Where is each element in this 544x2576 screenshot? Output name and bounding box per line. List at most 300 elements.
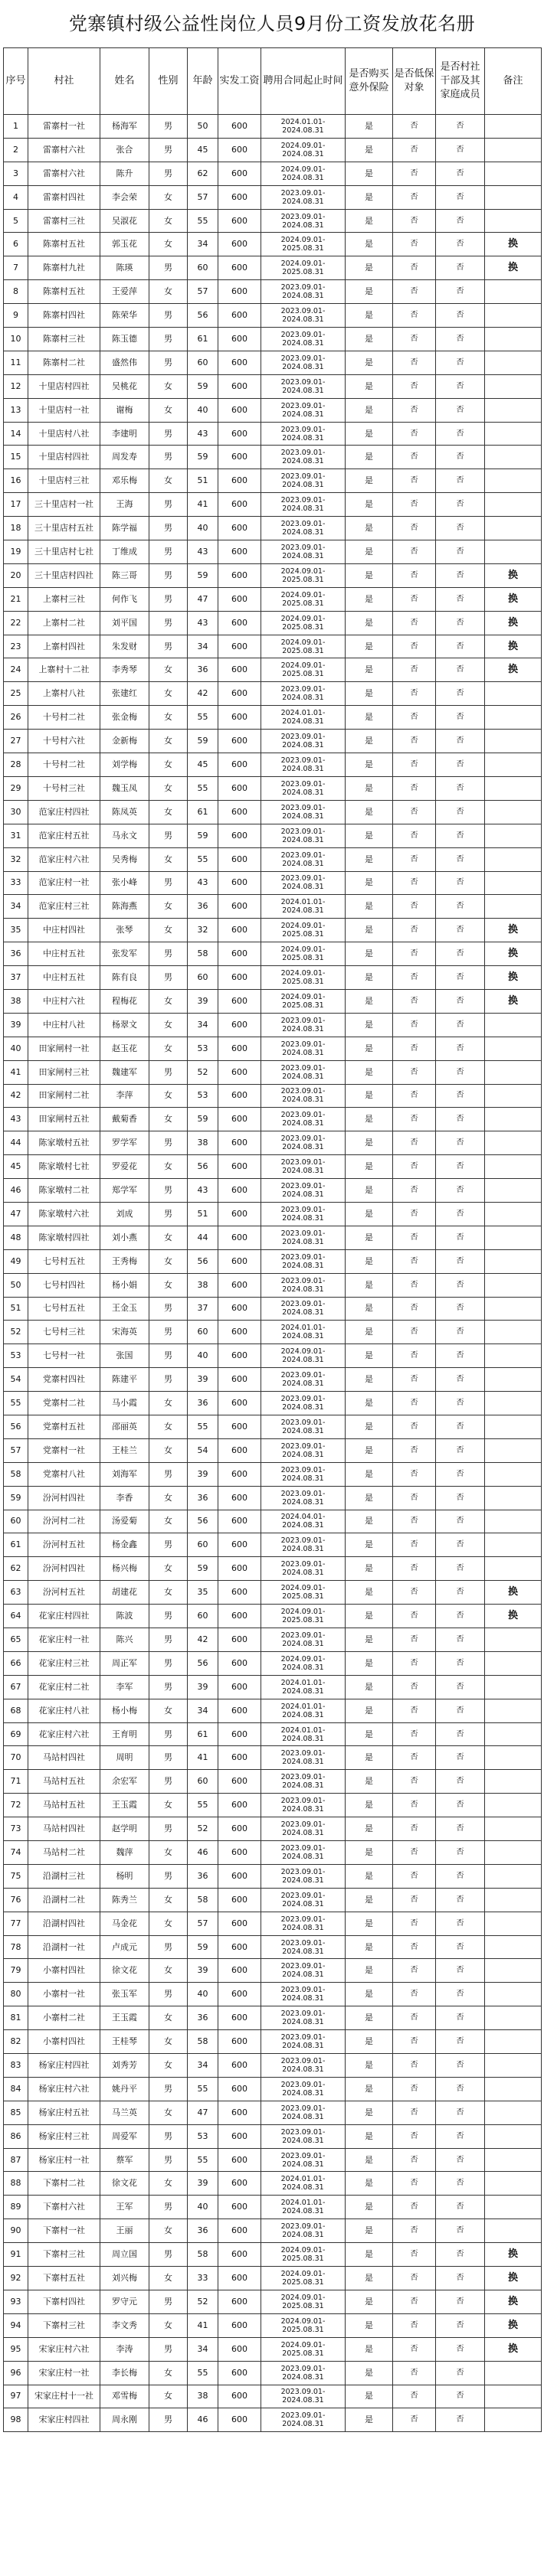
cell-wage: 600: [218, 2267, 261, 2290]
cell-insurance: 是: [346, 1794, 393, 1817]
cell-wage: 600: [218, 776, 261, 800]
cell-cadre-family: 否: [436, 800, 485, 824]
cell-index: 86: [4, 2124, 28, 2148]
cell-note: [485, 706, 542, 730]
cell-index: 33: [4, 871, 28, 895]
cell-sex: 男: [149, 1344, 188, 1368]
cell-index: 36: [4, 942, 28, 966]
cell-note: [485, 1651, 542, 1675]
cell-index: 95: [4, 2337, 28, 2361]
cell-age: 47: [188, 587, 218, 611]
cell-contract-period: 2024.09.01-2025.08.31: [261, 233, 346, 256]
cell-village: 陈寨村五社: [28, 280, 100, 304]
cell-cadre-family: 否: [436, 658, 485, 682]
cell-cadre-family: 否: [436, 1131, 485, 1155]
table-row: [4, 233, 542, 256]
cell-sex: 女: [149, 1888, 188, 1912]
cell-sex: 女: [149, 919, 188, 942]
cell-sex: 女: [149, 1037, 188, 1060]
cell-index: 14: [4, 422, 28, 446]
cell-age: 43: [188, 540, 218, 564]
cell-village: 下寨村三社: [28, 2313, 100, 2337]
cell-cadre-family: 否: [436, 1628, 485, 1652]
cell-cadre-family: 否: [436, 966, 485, 990]
cell-insurance: 是: [346, 2290, 393, 2313]
cell-low-income: 否: [393, 611, 436, 635]
cell-contract-period: 2023.09.01-2024.08.31: [261, 351, 346, 374]
cell-contract-period: 2023.09.01-2024.08.31: [261, 2148, 346, 2172]
cell-village: 汾河村四社: [28, 1486, 100, 1510]
cell-note: [485, 1675, 542, 1699]
cell-name: 王玉霞: [100, 1794, 149, 1817]
cell-note: [485, 1179, 542, 1203]
cell-sex: 男: [149, 446, 188, 469]
cell-sex: 男: [149, 2290, 188, 2313]
cell-contract-period: 2023.09.01-2024.08.31: [261, 1983, 346, 2006]
cell-name: 戴菊香: [100, 1108, 149, 1131]
cell-name: 罗爱花: [100, 1155, 149, 1179]
cell-age: 59: [188, 824, 218, 847]
cell-wage: 600: [218, 942, 261, 966]
cell-wage: 600: [218, 138, 261, 162]
cell-sex: 男: [149, 587, 188, 611]
cell-insurance: 是: [346, 1841, 393, 1865]
cell-name: 张玉军: [100, 1983, 149, 2006]
cell-note: [485, 1912, 542, 1935]
cell-low-income: 否: [393, 1297, 436, 1321]
cell-sex: 男: [149, 611, 188, 635]
cell-cadre-family: 否: [436, 1415, 485, 1438]
cell-sex: 男: [149, 563, 188, 587]
cell-index: 3: [4, 162, 28, 185]
cell-insurance: 是: [346, 2030, 393, 2054]
cell-name: 陈玉德: [100, 328, 149, 351]
cell-index: 94: [4, 2313, 28, 2337]
cell-wage: 600: [218, 1297, 261, 1321]
cell-wage: 600: [218, 2337, 261, 2361]
cell-age: 43: [188, 422, 218, 446]
cell-village: 三十里店村四社: [28, 563, 100, 587]
cell-index: 91: [4, 2243, 28, 2267]
cell-name: 杨海军: [100, 115, 149, 139]
cell-sex: 男: [149, 2408, 188, 2432]
cell-sex: 男: [149, 1605, 188, 1628]
cell-sex: 女: [149, 2030, 188, 2054]
cell-sex: 男: [149, 256, 188, 280]
cell-index: 56: [4, 1415, 28, 1438]
cell-age: 58: [188, 2243, 218, 2267]
cell-village: 七号村五社: [28, 1249, 100, 1273]
cell-cadre-family: 否: [436, 1084, 485, 1108]
cell-village: 范家庄村三社: [28, 895, 100, 919]
cell-index: 73: [4, 1817, 28, 1841]
cell-insurance: 是: [346, 919, 393, 942]
cell-age: 58: [188, 942, 218, 966]
cell-sex: 男: [149, 2196, 188, 2219]
cell-wage: 600: [218, 304, 261, 328]
cell-age: 59: [188, 563, 218, 587]
cell-age: 40: [188, 1344, 218, 1368]
cell-wage: 600: [218, 1581, 261, 1605]
cell-insurance: 是: [346, 2337, 393, 2361]
cell-age: 40: [188, 517, 218, 540]
cell-index: 8: [4, 280, 28, 304]
table-row: [4, 2196, 542, 2219]
cell-sex: 女: [149, 1794, 188, 1817]
cell-cadre-family: 否: [436, 1651, 485, 1675]
cell-note: [485, 115, 542, 139]
cell-name: 周发寿: [100, 446, 149, 469]
cell-index: 47: [4, 1202, 28, 1226]
cell-low-income: 否: [393, 1817, 436, 1841]
cell-sex: 男: [149, 351, 188, 374]
cell-sex: 女: [149, 800, 188, 824]
table-row: [4, 895, 542, 919]
cell-village: 陈寨村五社: [28, 233, 100, 256]
cell-sex: 男: [149, 328, 188, 351]
cell-index: 69: [4, 1722, 28, 1746]
cell-insurance: 是: [346, 185, 393, 209]
cell-insurance: 是: [346, 1864, 393, 1888]
cell-low-income: 否: [393, 280, 436, 304]
cell-cadre-family: 否: [436, 256, 485, 280]
cell-note: [485, 469, 542, 493]
cell-cadre-family: 否: [436, 1344, 485, 1368]
cell-name: 邓乐梅: [100, 469, 149, 493]
cell-age: 36: [188, 1392, 218, 1415]
cell-note: 换: [485, 233, 542, 256]
cell-contract-period: 2023.09.01-2024.08.31: [261, 469, 346, 493]
cell-sex: 女: [149, 706, 188, 730]
cell-note: [485, 1297, 542, 1321]
table-row: [4, 1912, 542, 1935]
cell-contract-period: 2023.09.01-2024.08.31: [261, 1557, 346, 1581]
cell-contract-period: 2024.09.01-2025.08.31: [261, 1605, 346, 1628]
cell-wage: 600: [218, 1912, 261, 1935]
cell-cadre-family: 否: [436, 398, 485, 422]
cell-wage: 600: [218, 1202, 261, 1226]
cell-insurance: 是: [346, 374, 393, 398]
cell-sex: 男: [149, 1817, 188, 1841]
cell-name: 吴淑花: [100, 209, 149, 233]
cell-name: 胡建花: [100, 1581, 149, 1605]
cell-contract-period: 2023.09.01-2024.08.31: [261, 1888, 346, 1912]
cell-sex: 女: [149, 1249, 188, 1273]
cell-low-income: 否: [393, 1249, 436, 1273]
table-row: [4, 1249, 542, 1273]
cell-age: 60: [188, 1770, 218, 1794]
header-low-income: 是否低保对象: [393, 48, 436, 115]
cell-insurance: 是: [346, 871, 393, 895]
cell-contract-period: 2023.09.01-2024.08.31: [261, 1841, 346, 1865]
cell-wage: 600: [218, 540, 261, 564]
table-row: [4, 1533, 542, 1557]
cell-insurance: 是: [346, 1722, 393, 1746]
cell-index: 80: [4, 1983, 28, 2006]
cell-name: 刘兴梅: [100, 2267, 149, 2290]
cell-age: 34: [188, 1699, 218, 1722]
cell-name: 程梅花: [100, 989, 149, 1013]
table-row: [4, 824, 542, 847]
cell-cadre-family: 否: [436, 138, 485, 162]
cell-village: 小寨村二社: [28, 2006, 100, 2030]
cell-contract-period: 2024.09.01-2025.08.31: [261, 2243, 346, 2267]
table-row: [4, 2361, 542, 2385]
cell-index: 70: [4, 1746, 28, 1770]
cell-village: 花家庄村二社: [28, 1675, 100, 1699]
cell-index: 42: [4, 1084, 28, 1108]
cell-village: 汾河村五社: [28, 1533, 100, 1557]
table-row: [4, 1344, 542, 1368]
cell-low-income: 否: [393, 1013, 436, 1037]
table-row: [4, 611, 542, 635]
cell-contract-period: 2024.09.01-2024.08.31: [261, 138, 346, 162]
cell-wage: 600: [218, 1841, 261, 1865]
cell-index: 35: [4, 919, 28, 942]
cell-insurance: 是: [346, 730, 393, 753]
cell-sex: 男: [149, 162, 188, 185]
cell-age: 51: [188, 1202, 218, 1226]
cell-index: 7: [4, 256, 28, 280]
cell-low-income: 否: [393, 469, 436, 493]
cell-insurance: 是: [346, 1155, 393, 1179]
cell-sex: 女: [149, 1155, 188, 1179]
cell-note: [485, 1959, 542, 1983]
cell-name: 卢成元: [100, 1935, 149, 1959]
cell-low-income: 否: [393, 1392, 436, 1415]
cell-cadre-family: 否: [436, 776, 485, 800]
cell-wage: 600: [218, 469, 261, 493]
cell-cadre-family: 否: [436, 989, 485, 1013]
cell-note: [485, 2196, 542, 2219]
cell-age: 36: [188, 1486, 218, 1510]
cell-wage: 600: [218, 1438, 261, 1462]
cell-low-income: 否: [393, 1344, 436, 1368]
cell-name: 张小峰: [100, 871, 149, 895]
cell-sex: 男: [149, 1770, 188, 1794]
cell-cadre-family: 否: [436, 493, 485, 517]
cell-wage: 600: [218, 2054, 261, 2078]
cell-wage: 600: [218, 398, 261, 422]
cell-note: [485, 1249, 542, 1273]
cell-insurance: 是: [346, 209, 393, 233]
cell-wage: 600: [218, 1935, 261, 1959]
table-row: [4, 1297, 542, 1321]
cell-contract-period: 2023.09.01-2024.08.31: [261, 1226, 346, 1249]
cell-cadre-family: 否: [436, 2196, 485, 2219]
cell-age: 34: [188, 635, 218, 658]
cell-village: 马站村五社: [28, 1794, 100, 1817]
cell-contract-period: 2023.09.01-2024.08.31: [261, 1438, 346, 1462]
cell-insurance: 是: [346, 304, 393, 328]
cell-low-income: 否: [393, 800, 436, 824]
cell-wage: 600: [218, 422, 261, 446]
table-row: [4, 2313, 542, 2337]
cell-contract-period: 2024.01.01-2024.08.31: [261, 1699, 346, 1722]
cell-sex: 男: [149, 1983, 188, 2006]
cell-age: 50: [188, 115, 218, 139]
cell-contract-period: 2023.09.01-2024.08.31: [261, 1037, 346, 1060]
cell-low-income: 否: [393, 2101, 436, 2124]
table-row: [4, 919, 542, 942]
cell-name: 马兰英: [100, 2101, 149, 2124]
cell-wage: 600: [218, 2290, 261, 2313]
cell-wage: 600: [218, 1486, 261, 1510]
table-row: [4, 469, 542, 493]
cell-name: 杨小梅: [100, 1699, 149, 1722]
table-row: [4, 2267, 542, 2290]
cell-wage: 600: [218, 1060, 261, 1084]
cell-contract-period: 2024.01.01-2024.08.31: [261, 1321, 346, 1344]
cell-contract-period: 2023.09.01-2024.08.31: [261, 1486, 346, 1510]
cell-age: 39: [188, 2172, 218, 2196]
cell-insurance: 是: [346, 587, 393, 611]
table-row: [4, 138, 542, 162]
cell-low-income: 否: [393, 1533, 436, 1557]
cell-insurance: 是: [346, 1651, 393, 1675]
cell-name: 陈建平: [100, 1368, 149, 1392]
cell-village: 下寨村一社: [28, 2219, 100, 2243]
cell-index: 82: [4, 2030, 28, 2054]
cell-note: [485, 1794, 542, 1817]
cell-insurance: 是: [346, 422, 393, 446]
cell-insurance: 是: [346, 1179, 393, 1203]
cell-sex: 女: [149, 2006, 188, 2030]
table-row: [4, 1864, 542, 1888]
cell-index: 52: [4, 1321, 28, 1344]
cell-low-income: 否: [393, 847, 436, 871]
cell-sex: 女: [149, 469, 188, 493]
cell-note: [485, 776, 542, 800]
cell-age: 34: [188, 1013, 218, 1037]
cell-sex: 女: [149, 398, 188, 422]
cell-age: 40: [188, 2196, 218, 2219]
cell-age: 52: [188, 1817, 218, 1841]
cell-low-income: 否: [393, 871, 436, 895]
cell-insurance: 是: [346, 1060, 393, 1084]
header-age: 年龄: [188, 48, 218, 115]
cell-age: 36: [188, 2006, 218, 2030]
cell-insurance: 是: [346, 1888, 393, 1912]
cell-insurance: 是: [346, 611, 393, 635]
cell-name: 杨兴梅: [100, 1557, 149, 1581]
cell-low-income: 否: [393, 138, 436, 162]
cell-sex: 女: [149, 1415, 188, 1438]
cell-low-income: 否: [393, 1084, 436, 1108]
cell-contract-period: 2023.09.01-2024.08.31: [261, 1959, 346, 1983]
cell-note: [485, 1202, 542, 1226]
cell-insurance: 是: [346, 563, 393, 587]
cell-wage: 600: [218, 587, 261, 611]
cell-note: [485, 1628, 542, 1652]
cell-cadre-family: 否: [436, 1060, 485, 1084]
cell-wage: 600: [218, 1628, 261, 1652]
cell-village: 中庄村八社: [28, 1013, 100, 1037]
cell-name: 刘成: [100, 1202, 149, 1226]
cell-cadre-family: 否: [436, 1486, 485, 1510]
cell-contract-period: 2023.09.01-2024.08.31: [261, 753, 346, 777]
cell-age: 41: [188, 2313, 218, 2337]
cell-wage: 600: [218, 563, 261, 587]
cell-insurance: 是: [346, 2243, 393, 2267]
cell-contract-period: 2023.09.01-2024.08.31: [261, 824, 346, 847]
header-sex: 性别: [149, 48, 188, 115]
cell-cadre-family: 否: [436, 2101, 485, 2124]
cell-low-income: 否: [393, 753, 436, 777]
cell-name: 吴秀梅: [100, 847, 149, 871]
document-page: [3, 0, 541, 2432]
cell-cadre-family: 否: [436, 753, 485, 777]
cell-note: [485, 1013, 542, 1037]
cell-village: 下寨村二社: [28, 2172, 100, 2196]
cell-name: 丁维成: [100, 540, 149, 564]
cell-wage: 600: [218, 1699, 261, 1722]
cell-cadre-family: 否: [436, 942, 485, 966]
cell-contract-period: 2023.09.01-2024.08.31: [261, 280, 346, 304]
cell-contract-period: 2023.09.01-2024.08.31: [261, 446, 346, 469]
cell-low-income: 否: [393, 2243, 436, 2267]
table-row: [4, 374, 542, 398]
cell-name: 张发军: [100, 942, 149, 966]
cell-contract-period: 2023.09.01-2024.08.31: [261, 1746, 346, 1770]
table-row: [4, 2054, 542, 2078]
cell-sex: 女: [149, 1557, 188, 1581]
cell-cadre-family: 否: [436, 1605, 485, 1628]
cell-name: 陈波: [100, 1605, 149, 1628]
cell-index: 58: [4, 1462, 28, 1486]
table-row: [4, 587, 542, 611]
cell-insurance: 是: [346, 989, 393, 1013]
cell-wage: 600: [218, 2030, 261, 2054]
table-row: [4, 966, 542, 990]
cell-name: 陈凤英: [100, 800, 149, 824]
cell-insurance: 是: [346, 517, 393, 540]
cell-note: [485, 682, 542, 706]
cell-index: 43: [4, 1108, 28, 1131]
cell-low-income: 否: [393, 2290, 436, 2313]
table-row: [4, 1581, 542, 1605]
cell-insurance: 是: [346, 1557, 393, 1581]
cell-index: 39: [4, 1013, 28, 1037]
cell-note: [485, 493, 542, 517]
cell-age: 59: [188, 1108, 218, 1131]
cell-wage: 600: [218, 682, 261, 706]
cell-insurance: 是: [346, 1581, 393, 1605]
cell-note: [485, 1321, 542, 1344]
cell-age: 52: [188, 1060, 218, 1084]
cell-index: 44: [4, 1131, 28, 1155]
cell-village: 范家庄村四社: [28, 800, 100, 824]
cell-insurance: 是: [346, 1746, 393, 1770]
cell-contract-period: 2024.09.01-2025.08.31: [261, 989, 346, 1013]
cell-contract-period: 2023.09.01-2024.08.31: [261, 328, 346, 351]
cell-village: 党寨村五社: [28, 1415, 100, 1438]
cell-contract-period: 2023.09.01-2024.08.31: [261, 1273, 346, 1297]
cell-wage: 600: [218, 706, 261, 730]
cell-insurance: 是: [346, 800, 393, 824]
cell-cadre-family: 否: [436, 469, 485, 493]
cell-cadre-family: 否: [436, 162, 485, 185]
cell-village: 中庄村六社: [28, 989, 100, 1013]
table-row: [4, 2243, 542, 2267]
cell-wage: 600: [218, 847, 261, 871]
cell-low-income: 否: [393, 658, 436, 682]
cell-village: 三十里店村七社: [28, 540, 100, 564]
cell-contract-period: 2024.09.01-2025.08.31: [261, 942, 346, 966]
cell-age: 38: [188, 2385, 218, 2408]
cell-wage: 600: [218, 2243, 261, 2267]
cell-name: 李涛: [100, 2337, 149, 2361]
